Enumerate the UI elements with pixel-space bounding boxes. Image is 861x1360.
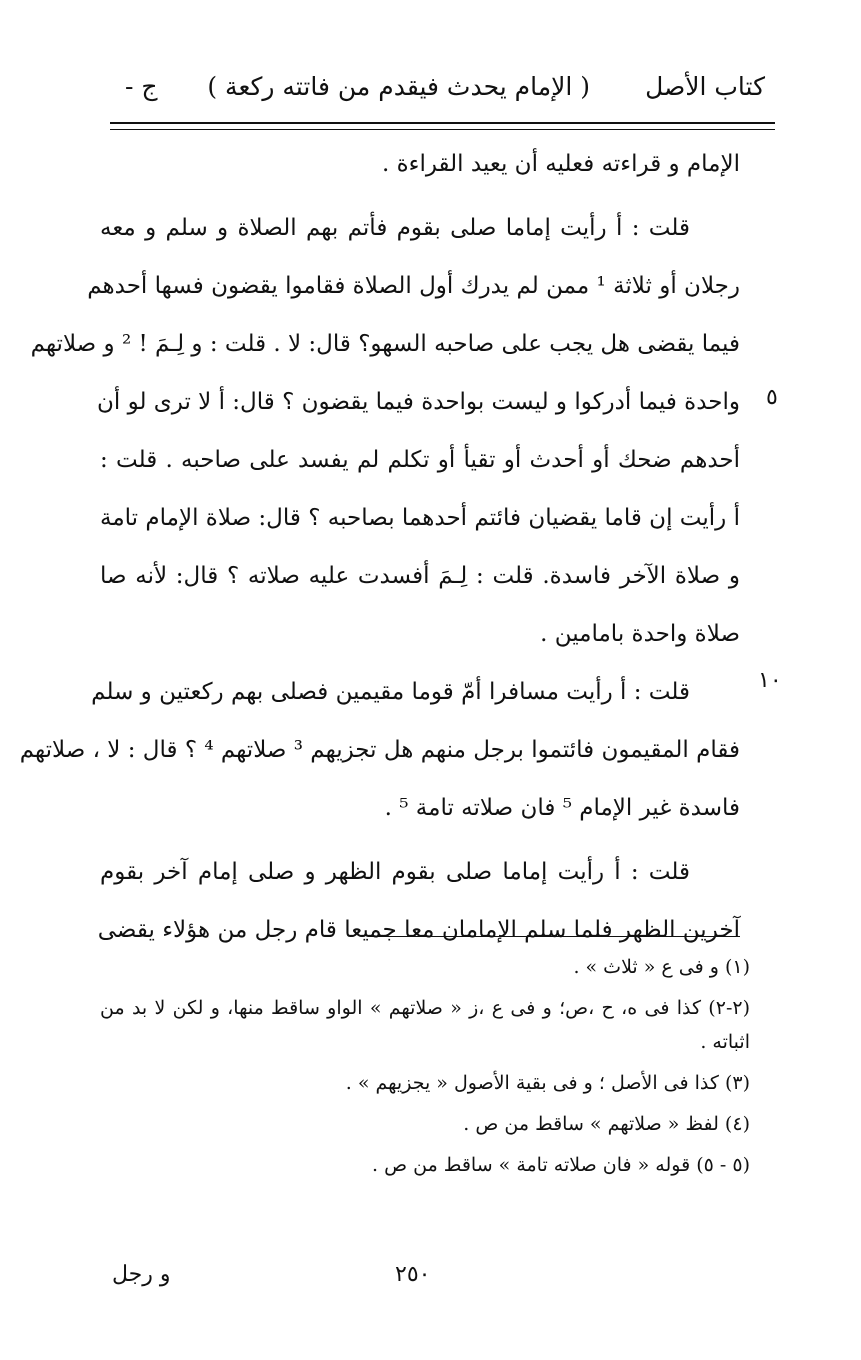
footnote: (٣) كذا فى الأصل ؛ و فى بقية الأصول « يجزيهم » .	[345, 1072, 750, 1094]
header-rule-thin	[110, 129, 775, 130]
page-number: ٢٥٠	[395, 1262, 431, 1287]
text-line: فيما يقضى هل يجب على صاحبه السهو؟ قال: لا . قلت : و لِـمَ ! ² و صلاتهم	[30, 331, 740, 357]
main-text	[19, 140, 740, 964]
text-line: الإمام و قراءته فعليه أن يعيد القراءة .	[381, 151, 740, 177]
text-line: آخرين الظهر فلما سلم الإمامان معا جميعا قام رجل من هؤلاء يقضى	[97, 917, 740, 943]
text-line: واحدة فيما أدركوا و ليست بواحدة فيما يقضون ؟ قال: أ لا ترى لو أن	[96, 389, 740, 415]
line-number-10: ١٠	[758, 668, 782, 693]
volume-marker: ج -	[125, 72, 158, 101]
header-rule-thick	[110, 122, 775, 124]
line-number-5: ٥	[766, 385, 778, 410]
catchword: و رجل	[112, 1262, 171, 1287]
book-title: كتاب الأصل	[645, 72, 765, 101]
footnote-rule	[370, 936, 740, 937]
footnote: (٥ - ٥) قوله « فان صلاته تامة » ساقط من ص .	[372, 1154, 750, 1176]
text-line: أ رأيت إن قاما يقضيان فائتم أحدهما بصاحبه ؟ قال: صلاة الإمام تامة	[100, 505, 740, 531]
running-header	[100, 70, 765, 114]
text-line: صلاة واحدة بامامين .	[540, 621, 740, 647]
footnote: (٢-٢) كذا فى ه، ح ،ص؛ و فى ع ،ز « صلاتهم » الواو ساقط منها، و لكن لا بد من اثباته .	[100, 997, 750, 1053]
text-line: أحدهم ضحك أو أحدث أو تقيأ أو تكلم لم يفسد على صاحبه . قلت :	[100, 447, 740, 473]
text-line: قلت : أ رأيت مسافرا أمّ قوما مقيمين فصلى بهم ركعتين و سلم	[91, 679, 690, 705]
chapter-title: ( الإمام يحدث فيقدم من فاتته ركعة )	[207, 72, 590, 101]
text-line: و صلاة الآخر فاسدة. قلت : لِـمَ أفسدت عليه صلاته ؟ قال: لأنه صا	[100, 563, 740, 589]
text-line: قلت : أ رأيت إماما صلى بقوم الظهر و صلى إمام آخر بقوم	[100, 859, 690, 885]
text-line: فاسدة غير الإمام ⁵ فان صلاته تامة ⁵ .	[384, 795, 740, 821]
text-line: رجلان أو ثلاثة ¹ ممن لم يدرك أول الصلاة فقاموا يقضون فسها أحدهم	[87, 273, 740, 299]
footnotes	[100, 950, 750, 1189]
text-line: فقام المقيمون فائتموا برجل منهم هل تجزيهم ³ صلاتهم ⁴ ؟ قال : لا ، صلاتهم	[19, 737, 740, 763]
footnote: (٤) لفظ « صلاتهم » ساقط من ص .	[463, 1113, 750, 1135]
text-line: قلت : أ رأيت إماما صلى بقوم فأتم بهم الصلاة و سلم و معه	[100, 215, 690, 241]
footnote: (١) و فى ع « ثلاث » .	[573, 956, 750, 978]
